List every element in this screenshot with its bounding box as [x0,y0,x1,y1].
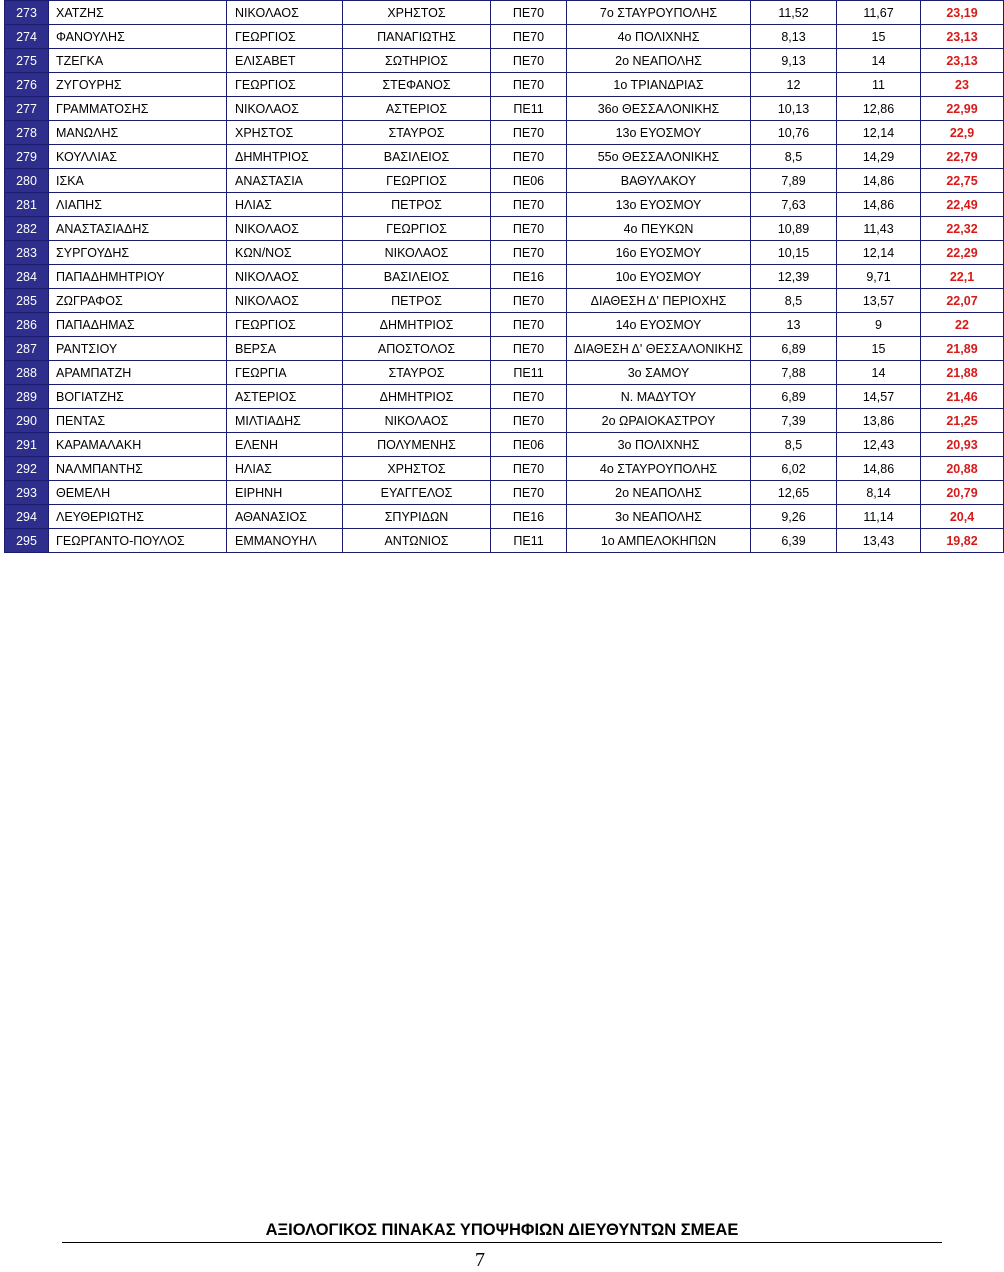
total-score-cell: 22,79 [921,145,1004,169]
school-cell: 2ο ΝΕΑΠΟΛΗΣ [567,49,751,73]
first-name-cell: ΕΛΕΝΗ [227,433,343,457]
score-b-cell: 14 [837,49,921,73]
score-a-cell: 10,13 [751,97,837,121]
score-a-cell: 9,26 [751,505,837,529]
first-name-cell: ΑΣΤΕΡΙΟΣ [227,385,343,409]
table-row [5,1,1004,25]
first-name-cell: ΝΙΚΟΛΑΟΣ [227,1,343,25]
table-row [5,529,1004,553]
surname-cell: ΑΝΑΣΤΑΣΙΑΔΗΣ [49,217,227,241]
father-name-cell: ΒΑΣΙΛΕΙΟΣ [343,145,491,169]
total-score-cell: 22,1 [921,265,1004,289]
score-a-cell: 8,5 [751,289,837,313]
score-b-cell: 11,14 [837,505,921,529]
score-b-cell: 12,14 [837,121,921,145]
table-row [5,337,1004,361]
row-number-cell: 295 [5,529,49,553]
branch-cell: ΠΕ70 [491,289,567,313]
score-a-cell: 6,89 [751,337,837,361]
table-row [5,25,1004,49]
table-row [5,361,1004,385]
total-score-cell: 22,32 [921,217,1004,241]
surname-cell: ΦΑΝΟΥΛΗΣ [49,25,227,49]
total-score-cell: 22,75 [921,169,1004,193]
total-score-cell: 23,19 [921,1,1004,25]
father-name-cell: ΓΕΩΡΓΙΟΣ [343,169,491,193]
score-a-cell: 12 [751,73,837,97]
score-b-cell: 12,43 [837,433,921,457]
first-name-cell: ΑΝΑΣΤΑΣΙΑ [227,169,343,193]
first-name-cell: ΕΙΡΗΝΗ [227,481,343,505]
score-b-cell: 9,71 [837,265,921,289]
branch-cell: ΠΕ70 [491,145,567,169]
score-b-cell: 14 [837,361,921,385]
score-b-cell: 14,86 [837,193,921,217]
school-cell: 3ο ΣΑΜΟΥ [567,361,751,385]
total-score-cell: 23,13 [921,25,1004,49]
score-b-cell: 15 [837,337,921,361]
surname-cell: ΣΥΡΓΟΥΔΗΣ [49,241,227,265]
row-number-cell: 273 [5,1,49,25]
first-name-cell: ΜΙΛΤΙΑΔΗΣ [227,409,343,433]
table-row [5,241,1004,265]
branch-cell: ΠΕ70 [491,121,567,145]
total-score-cell: 23,13 [921,49,1004,73]
row-number-cell: 286 [5,313,49,337]
row-number-cell: 285 [5,289,49,313]
school-cell: 2ο ΩΡΑΙΟΚΑΣΤΡΟΥ [567,409,751,433]
row-number-cell: 281 [5,193,49,217]
branch-cell: ΠΕ70 [491,313,567,337]
father-name-cell: ΠΕΤΡΟΣ [343,193,491,217]
school-cell: 3ο ΠΟΛΙΧΝΗΣ [567,433,751,457]
surname-cell: ΛΙΑΠΗΣ [49,193,227,217]
first-name-cell: ΒΕΡΣΑ [227,337,343,361]
surname-cell: ΓΡΑΜΜΑΤΟΣΗΣ [49,97,227,121]
father-name-cell: ΑΝΤΩΝΙΟΣ [343,529,491,553]
score-a-cell: 11,52 [751,1,837,25]
branch-cell: ΠΕ11 [491,361,567,385]
table-row [5,481,1004,505]
father-name-cell: ΣΤΑΥΡΟΣ [343,361,491,385]
surname-cell: ΚΟΥΛΛΙΑΣ [49,145,227,169]
score-a-cell: 7,88 [751,361,837,385]
father-name-cell: ΒΑΣΙΛΕΙΟΣ [343,265,491,289]
branch-cell: ΠΕ16 [491,265,567,289]
total-score-cell: 22,49 [921,193,1004,217]
score-a-cell: 7,39 [751,409,837,433]
score-b-cell: 13,86 [837,409,921,433]
branch-cell: ΠΕ06 [491,169,567,193]
row-number-cell: 289 [5,385,49,409]
first-name-cell: ΔΗΜΗΤΡΙΟΣ [227,145,343,169]
total-score-cell: 21,46 [921,385,1004,409]
branch-cell: ΠΕ16 [491,505,567,529]
row-number-cell: 290 [5,409,49,433]
first-name-cell: ΓΕΩΡΓΙΟΣ [227,25,343,49]
first-name-cell: ΓΕΩΡΓΙΟΣ [227,313,343,337]
total-score-cell: 21,25 [921,409,1004,433]
total-score-cell: 20,4 [921,505,1004,529]
row-number-cell: 287 [5,337,49,361]
father-name-cell: ΝΙΚΟΛΑΟΣ [343,409,491,433]
table-row [5,313,1004,337]
school-cell: 4ο ΣΤΑΥΡΟΥΠΟΛΗΣ [567,457,751,481]
father-name-cell: ΔΗΜΗΤΡΙΟΣ [343,385,491,409]
score-a-cell: 10,89 [751,217,837,241]
surname-cell: ΖΩΓΡΑΦΟΣ [49,289,227,313]
score-b-cell: 9 [837,313,921,337]
first-name-cell: ΝΙΚΟΛΑΟΣ [227,217,343,241]
father-name-cell: ΧΡΗΣΤΟΣ [343,1,491,25]
surname-cell: ΧΑΤΖΗΣ [49,1,227,25]
score-a-cell: 7,63 [751,193,837,217]
row-number-cell: 277 [5,97,49,121]
total-score-cell: 22,99 [921,97,1004,121]
score-b-cell: 12,14 [837,241,921,265]
surname-cell: ΝΑΛΜΠΑΝΤΗΣ [49,457,227,481]
first-name-cell: ΕΜΜΑΝΟΥΗΛ [227,529,343,553]
total-score-cell: 22,07 [921,289,1004,313]
school-cell: ΔΙΑΘΕΣΗ Δ' ΠΕΡΙΟΧΗΣ [567,289,751,313]
surname-cell: ΤΖΕΓΚΑ [49,49,227,73]
score-a-cell: 10,76 [751,121,837,145]
score-a-cell: 6,89 [751,385,837,409]
candidates-table [4,0,1004,553]
score-b-cell: 13,43 [837,529,921,553]
total-score-cell: 22 [921,313,1004,337]
table-row [5,457,1004,481]
row-number-cell: 283 [5,241,49,265]
table-row [5,49,1004,73]
row-number-cell: 291 [5,433,49,457]
score-b-cell: 11 [837,73,921,97]
score-a-cell: 10,15 [751,241,837,265]
surname-cell: ΠΕΝΤΑΣ [49,409,227,433]
table-row [5,193,1004,217]
table-row [5,409,1004,433]
branch-cell: ΠΕ70 [491,337,567,361]
score-b-cell: 13,57 [837,289,921,313]
surname-cell: ΙΣΚΑ [49,169,227,193]
school-cell: ΒΑΘΥΛΑΚΟΥ [567,169,751,193]
score-a-cell: 13 [751,313,837,337]
father-name-cell: ΣΤΑΥΡΟΣ [343,121,491,145]
score-a-cell: 6,39 [751,529,837,553]
score-a-cell: 8,5 [751,433,837,457]
father-name-cell: ΑΠΟΣΤΟΛΟΣ [343,337,491,361]
total-score-cell: 21,88 [921,361,1004,385]
first-name-cell: ΧΡΗΣΤΟΣ [227,121,343,145]
school-cell: 36ο ΘΕΣΣΑΛΟΝΙΚΗΣ [567,97,751,121]
branch-cell: ΠΕ70 [491,217,567,241]
school-cell: 4ο ΠΕΥΚΩΝ [567,217,751,241]
branch-cell: ΠΕ70 [491,409,567,433]
score-b-cell: 14,29 [837,145,921,169]
first-name-cell: ΗΛΙΑΣ [227,457,343,481]
first-name-cell: ΝΙΚΟΛΑΟΣ [227,289,343,313]
surname-cell: ΓΕΩΡΓΑΝΤΟ-ΠΟΥΛΟΣ [49,529,227,553]
table-body [5,1,1004,553]
surname-cell: ΒΟΓΙΑΤΖΗΣ [49,385,227,409]
first-name-cell: ΝΙΚΟΛΑΟΣ [227,265,343,289]
row-number-cell: 282 [5,217,49,241]
surname-cell: ΑΡΑΜΠΑΤΖΗ [49,361,227,385]
score-a-cell: 6,02 [751,457,837,481]
total-score-cell: 22,29 [921,241,1004,265]
first-name-cell: ΚΩΝ/ΝΟΣ [227,241,343,265]
first-name-cell: ΓΕΩΡΓΙΑ [227,361,343,385]
row-number-cell: 293 [5,481,49,505]
school-cell: 2ο ΝΕΑΠΟΛΗΣ [567,481,751,505]
branch-cell: ΠΕ70 [491,25,567,49]
father-name-cell: ΕΥΑΓΓΕΛΟΣ [343,481,491,505]
father-name-cell: ΑΣΤΕΡΙΟΣ [343,97,491,121]
total-score-cell: 20,79 [921,481,1004,505]
branch-cell: ΠΕ70 [491,49,567,73]
father-name-cell: ΠΟΛΥΜΕΝΗΣ [343,433,491,457]
first-name-cell: ΝΙΚΟΛΑΟΣ [227,97,343,121]
table-row [5,145,1004,169]
score-a-cell: 8,13 [751,25,837,49]
branch-cell: ΠΕ70 [491,457,567,481]
father-name-cell: ΣΩΤΗΡΙΟΣ [343,49,491,73]
row-number-cell: 294 [5,505,49,529]
score-b-cell: 12,86 [837,97,921,121]
school-cell: 13ο ΕΥΟΣΜΟΥ [567,121,751,145]
branch-cell: ΠΕ70 [491,193,567,217]
score-b-cell: 14,86 [837,169,921,193]
row-number-cell: 284 [5,265,49,289]
branch-cell: ΠΕ70 [491,385,567,409]
table-row [5,265,1004,289]
surname-cell: ΠΑΠΑΔΗΜΗΤΡΙΟΥ [49,265,227,289]
branch-cell: ΠΕ70 [491,481,567,505]
school-cell: 55ο ΘΕΣΣΑΛΟΝΙΚΗΣ [567,145,751,169]
first-name-cell: ΗΛΙΑΣ [227,193,343,217]
branch-cell: ΠΕ70 [491,241,567,265]
total-score-cell: 21,89 [921,337,1004,361]
school-cell: 14ο ΕΥΟΣΜΟΥ [567,313,751,337]
father-name-cell: ΧΡΗΣΤΟΣ [343,457,491,481]
score-b-cell: 11,43 [837,217,921,241]
table-row [5,289,1004,313]
row-number-cell: 288 [5,361,49,385]
father-name-cell: ΣΠΥΡΙΔΩΝ [343,505,491,529]
first-name-cell: ΓΕΩΡΓΙΟΣ [227,73,343,97]
page-number: 7 [475,1249,485,1271]
table-row [5,385,1004,409]
branch-cell: ΠΕ70 [491,1,567,25]
table-row [5,433,1004,457]
score-b-cell: 11,67 [837,1,921,25]
score-a-cell: 12,65 [751,481,837,505]
school-cell: 16ο ΕΥΟΣΜΟΥ [567,241,751,265]
school-cell: 7ο ΣΤΑΥΡΟΥΠΟΛΗΣ [567,1,751,25]
father-name-cell: ΔΗΜΗΤΡΙΟΣ [343,313,491,337]
score-a-cell: 12,39 [751,265,837,289]
score-b-cell: 15 [837,25,921,49]
father-name-cell: ΣΤΕΦΑΝΟΣ [343,73,491,97]
branch-cell: ΠΕ11 [491,529,567,553]
total-score-cell: 20,93 [921,433,1004,457]
school-cell: 4ο ΠΟΛΙΧΝΗΣ [567,25,751,49]
school-cell: 1ο ΑΜΠΕΛΟΚΗΠΩΝ [567,529,751,553]
score-b-cell: 8,14 [837,481,921,505]
total-score-cell: 22,9 [921,121,1004,145]
surname-cell: ΡΑΝΤΣΙΟΥ [49,337,227,361]
father-name-cell: ΝΙΚΟΛΑΟΣ [343,241,491,265]
score-a-cell: 9,13 [751,49,837,73]
row-number-cell: 275 [5,49,49,73]
school-cell: ΔΙΑΘΕΣΗ Δ' ΘΕΣΣΑΛΟΝΙΚΗΣ [567,337,751,361]
document-title: ΑΞΙΟΛΟΓΙΚΟΣ ΠΙΝΑΚΑΣ ΥΠΟΨΗΦΙΩΝ ΔΙΕΥΘΥΝΤΩΝ ΣΜΕΑΕ [62,1221,942,1243]
school-cell: 10ο ΕΥΟΣΜΟΥ [567,265,751,289]
total-score-cell: 23 [921,73,1004,97]
first-name-cell: ΕΛΙΣΑΒΕΤ [227,49,343,73]
score-b-cell: 14,57 [837,385,921,409]
row-number-cell: 280 [5,169,49,193]
father-name-cell: ΓΕΩΡΓΙΟΣ [343,217,491,241]
total-score-cell: 20,88 [921,457,1004,481]
surname-cell: ΚΑΡΑΜΑΛΑΚΗ [49,433,227,457]
table-row [5,505,1004,529]
row-number-cell: 279 [5,145,49,169]
table-row [5,97,1004,121]
row-number-cell: 278 [5,121,49,145]
surname-cell: ΖΥΓΟΥΡΗΣ [49,73,227,97]
father-name-cell: ΠΕΤΡΟΣ [343,289,491,313]
table-row [5,73,1004,97]
school-cell: Ν. ΜΑΔΥΤΟΥ [567,385,751,409]
row-number-cell: 274 [5,25,49,49]
school-cell: 1ο ΤΡΙΑΝΔΡΙΑΣ [567,73,751,97]
surname-cell: ΜΑΝΩΛΗΣ [49,121,227,145]
row-number-cell: 276 [5,73,49,97]
school-cell: 3ο ΝΕΑΠΟΛΗΣ [567,505,751,529]
branch-cell: ΠΕ06 [491,433,567,457]
first-name-cell: ΑΘΑΝΑΣΙΟΣ [227,505,343,529]
table-row [5,121,1004,145]
surname-cell: ΘΕΜΕΛΗ [49,481,227,505]
score-a-cell: 7,89 [751,169,837,193]
score-a-cell: 8,5 [751,145,837,169]
branch-cell: ΠΕ11 [491,97,567,121]
score-b-cell: 14,86 [837,457,921,481]
table-row [5,217,1004,241]
school-cell: 13ο ΕΥΟΣΜΟΥ [567,193,751,217]
surname-cell: ΛΕΥΘΕΡΙΩΤΗΣ [49,505,227,529]
total-score-cell: 19,82 [921,529,1004,553]
surname-cell: ΠΑΠΑΔΗΜΑΣ [49,313,227,337]
row-number-cell: 292 [5,457,49,481]
branch-cell: ΠΕ70 [491,73,567,97]
father-name-cell: ΠΑΝΑΓΙΩΤΗΣ [343,25,491,49]
table-row [5,169,1004,193]
